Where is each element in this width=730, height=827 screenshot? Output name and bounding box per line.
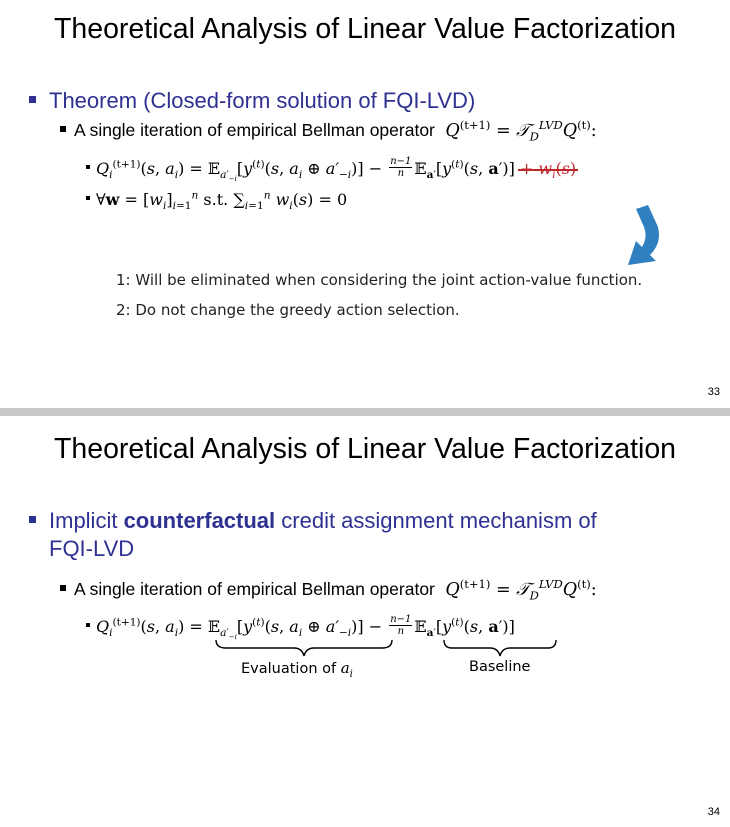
square-bullet-icon bbox=[60, 126, 66, 132]
square-bullet-icon bbox=[29, 516, 36, 523]
struck-term: + $w_i(s)$ bbox=[519, 159, 577, 182]
bullet-text: A single iteration of empirical Bellman operator bbox=[74, 579, 435, 599]
note-2: 2: Do not change the greedy action selection. bbox=[116, 301, 460, 319]
underbrace-evaluation-icon bbox=[214, 638, 394, 658]
square-bullet-icon bbox=[29, 96, 36, 103]
square-bullet-icon bbox=[86, 165, 90, 169]
curved-arrow-icon bbox=[614, 203, 674, 273]
counterfactual-equation: $Q_i^{(t+1)}(s$, $a_i$) = $𝔼_{a'_{-i}}[y^{(t)}(s$, $a_i$ ⊕ $a'_{-i}$)] − $\frac{n-1}{n}$ $𝔼_{a'}[y^{(t)}(s$, a′)] bbox=[86, 616, 515, 639]
bellman-bullet bbox=[60, 118, 597, 144]
heading-text: Theorem (Closed-form solution of FQI-LVD) bbox=[49, 88, 476, 113]
closed-form-equation: $Q_i^{(t+1)}(s$, $a_i$) = $𝔼_{a'_{-i}}[y^{(t)}(s$, $a_i$ ⊕ $a'_{-i}$)] − $\frac{n-1}{n}$ $𝔼_{a'}[y^{(t)}(s$, $a')] + w_i(s)$ bbox=[86, 158, 576, 181]
slide-title: Theoretical Analysis of Linear Value Factorization bbox=[53, 13, 677, 45]
heading-text-line2: FQI-LVD bbox=[49, 536, 135, 561]
evaluation-label: Evaluation of $a_i$ bbox=[241, 659, 353, 680]
bellman-bullet bbox=[60, 577, 597, 603]
page-number: 34 bbox=[707, 806, 720, 818]
heading-text: Implicit counterfactual credit assignment mechanism of bbox=[49, 508, 597, 533]
bullet-text: A single iteration of empirical Bellman operator bbox=[74, 120, 435, 140]
square-bullet-icon bbox=[86, 196, 90, 200]
bellman-formula: $Q^{(t+1)}$ = $𝒯_D^{LVD}Q^{(t)}$: bbox=[439, 118, 597, 144]
baseline-label: Baseline bbox=[469, 659, 531, 675]
such-that-text: s.t. bbox=[203, 190, 229, 209]
slide-33 bbox=[0, 0, 730, 408]
emphasis-counterfactual: counterfactual bbox=[123, 508, 276, 533]
underbrace-baseline-icon bbox=[442, 638, 558, 658]
page-number: 33 bbox=[707, 386, 720, 398]
slide-title: Theoretical Analysis of Linear Value Factorization bbox=[53, 433, 677, 465]
note-1: 1: Will be eliminated when considering the joint action-value function. bbox=[116, 271, 643, 289]
square-bullet-icon bbox=[86, 623, 90, 627]
square-bullet-icon bbox=[60, 585, 66, 591]
weight-constraint-equation: ∀w = $[w_i]_{i=1}^n$ s.t. $\sum_{i=1}^n$ $w_i(s) = 0$ bbox=[86, 190, 347, 209]
bellman-formula: $Q^{(t+1)}$ = $𝒯_D^{LVD}Q^{(t)}$: bbox=[439, 577, 597, 603]
slide-34 bbox=[0, 416, 730, 827]
slide-separator bbox=[0, 408, 730, 416]
